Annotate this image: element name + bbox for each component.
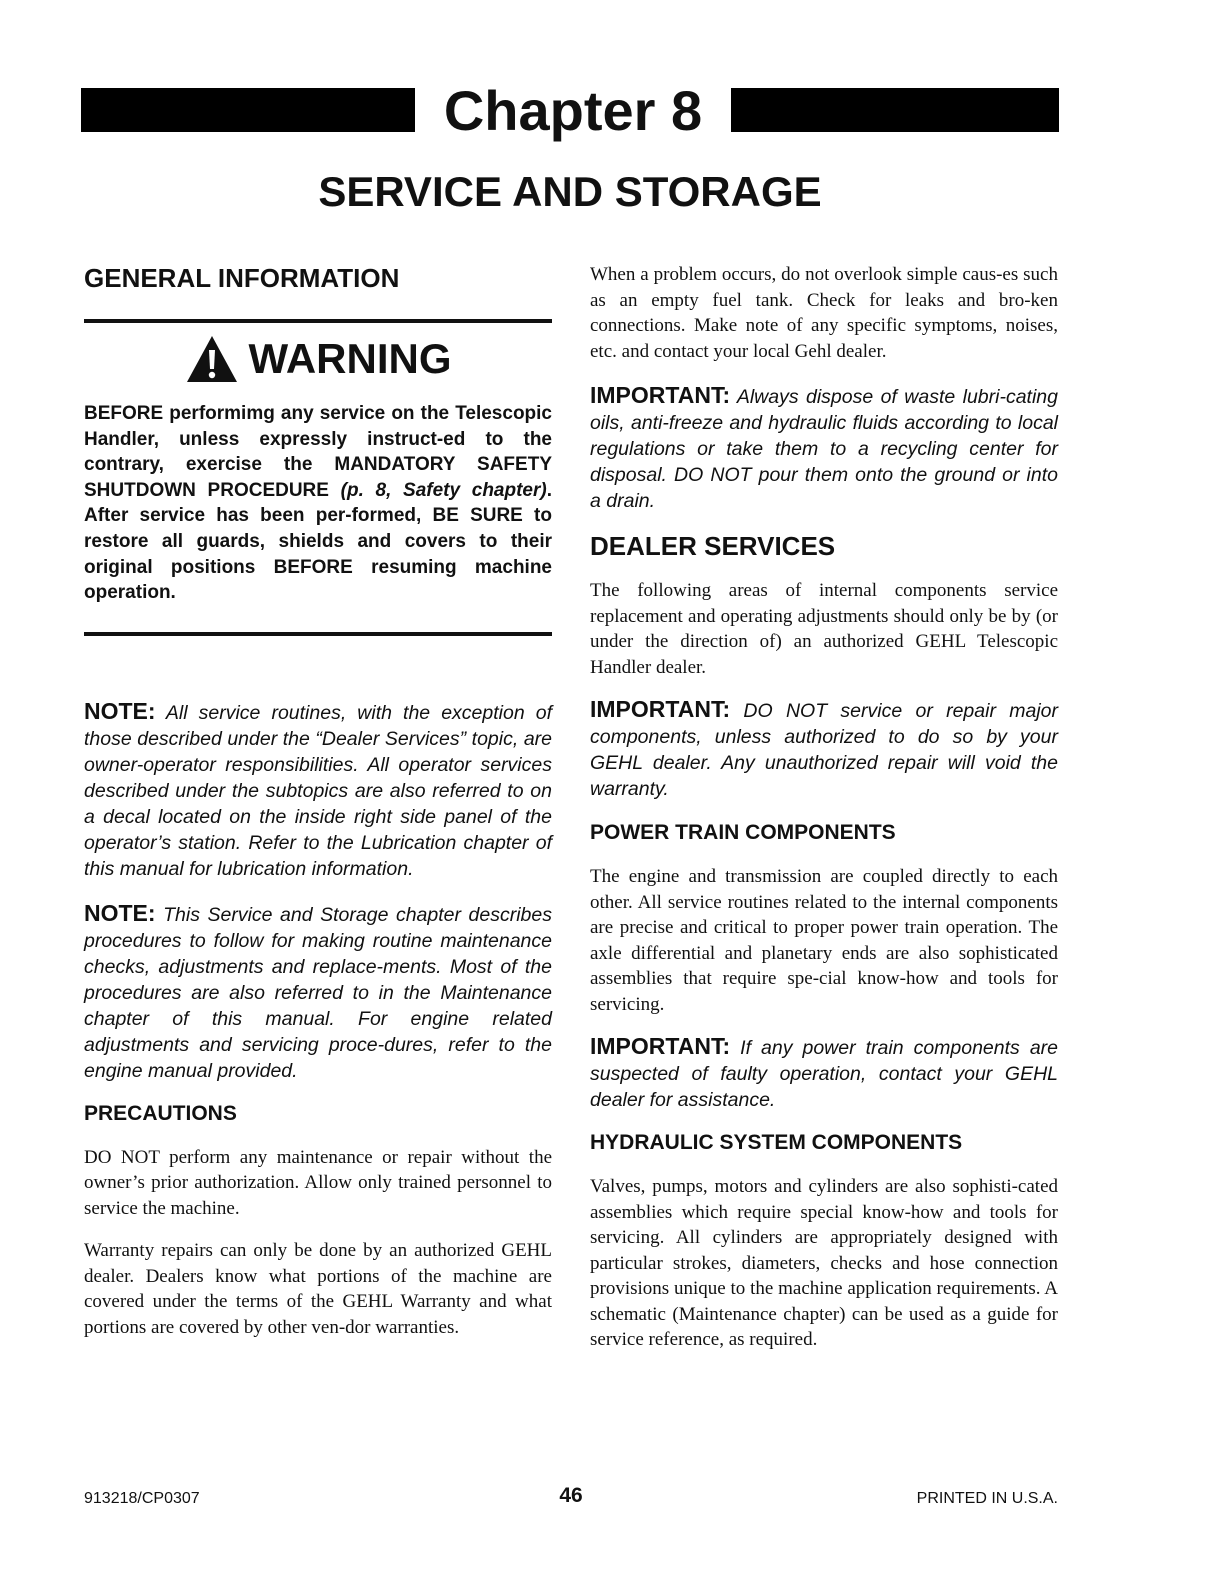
note-text: All service routines, with the exception of those described under the “Dealer Services” topic, are owner-operator responsibilities. All operator services described under the subtopics are also referred to on a decal located on the inside right side panel of the operator’s station. Refer to the Lubrication chapter of this manual for lubrication information. — [84, 701, 552, 880]
right-column — [590, 262, 1058, 1353]
general-information-heading: GENERAL INFORMATION — [84, 263, 400, 293]
warning-text — [84, 401, 552, 606]
precautions-paragraph-1: DO NOT perform any maintenance or repair without the owner’s prior authorization. Allow only trained personnel to service the machine. — [84, 1146, 552, 1219]
page-number: 46 — [559, 1484, 583, 1507]
warning-safety-ref: (p. 8, Safety chapter) — [340, 479, 547, 501]
note-lead: NOTE: — [84, 899, 156, 926]
hydraulic-heading: HYDRAULIC SYSTEM COMPONENTS — [590, 1131, 963, 1154]
precautions-heading: PRECAUTIONS — [84, 1101, 237, 1125]
power-train-heading: POWER TRAIN COMPONENTS — [590, 821, 896, 844]
page-footer — [84, 1484, 1058, 1512]
power-train-paragraph: The engine and transmission are coupled directly to each other. All service routines related to the internal components are precise and critical to proper power train operation. The axle differential and planetary ends are also sophisticated assemblies that require spe-cial know-how and tools for servicing. — [590, 866, 1058, 1015]
chapter-bar-right — [731, 88, 1059, 132]
warning-text-part-2: . After service has been per-formed, BE SURE to restore all guards, shields and covers to their original positions BEFORE resuming machine operation. — [84, 479, 552, 604]
hydraulic-paragraph: Valves, pumps, motors and cylinders are also sophisti-cated assemblies which require special know-how and tools for servicing. All cylinders are appropriately designed with particular strokes, diameters, checks and hose connection provisions unique to the machine application requirements. A schematic (Maintenance chapter) can be used as a guide for service reference, as required. — [590, 1176, 1058, 1350]
document-code: 913218/CP0307 — [84, 1490, 200, 1507]
important-disposal — [590, 382, 1058, 514]
warning-text-part-1: BEFORE performimg any service on the Telescopic Handler, unless expressly instruct-ed to the contrary, exercise the MANDATORY SAFETY SHUTDOWN PROCEDURE — [84, 403, 552, 501]
section-title: SERVICE AND STORAGE — [318, 168, 822, 215]
chapter-header — [81, 78, 1059, 148]
warning-triangle-icon — [185, 334, 239, 384]
precautions-paragraph-2: Warranty repairs can only be done by an authorized GEHL dealer. Dealers know what portions of the machine are covered under the terms of the GEHL Warranty and what portions are covered by other ven-dor warranties. — [84, 1240, 552, 1338]
important-text: If any power train components are suspected of faulty operation, contact your GEHL dealer for assistance. — [590, 1037, 1059, 1111]
printed-in-label: PRINTED IN U.S.A. — [916, 1490, 1058, 1507]
chapter-title: Chapter 8 — [443, 79, 703, 142]
important-authorization — [590, 696, 1058, 802]
problem-paragraph: When a problem occurs, do not overlook simple caus-es such as an empty fuel tank. Check for leaks and bro-ken connections. Make note of any specific symptoms, noises, etc. and contact your local Gehl dealer. — [590, 264, 1058, 362]
important-lead: IMPORTANT: — [590, 382, 731, 408]
note-lead: NOTE: — [84, 697, 156, 724]
dealer-services-paragraph: The following areas of internal components service replacement and operating adjustments should only be by (or under the direction of) an authorized GEHL Telescopic Handler dealer. — [590, 580, 1058, 678]
warning-header — [84, 327, 552, 391]
left-column — [84, 262, 552, 1340]
note-text: This Service and Storage chapter describes procedures to follow for making routine maintenance checks, adjustments and replace-ments. Most of the procedures are also referred to in the Maintenance chapter of this manual. For engine related adjustments and servicing proce-dures, refer to the engine manual provided. — [84, 903, 553, 1082]
important-text: DO NOT service or repair major components, unless authorized to do so by your GEHL dealer. Any unauthorized repair will void the warranty. — [590, 700, 1059, 800]
dealer-services-heading: DEALER SERVICES — [590, 531, 836, 561]
warning-title: WARNING — [248, 335, 452, 382]
chapter-bar-left — [81, 88, 415, 132]
warning-box — [84, 319, 552, 636]
note-service-storage — [84, 900, 552, 1084]
important-lead: IMPORTANT: — [590, 696, 731, 722]
note-owner-operator — [84, 698, 552, 882]
important-lead: IMPORTANT: — [590, 1033, 731, 1059]
important-text: Always dispose of waste lubri-cating oils, anti-freeze and hydraulic fluids according to local regulations or take them to a recycling center for disposal. DO NOT pour them onto the ground or into a drain. — [590, 386, 1058, 512]
important-power-train — [590, 1033, 1058, 1113]
